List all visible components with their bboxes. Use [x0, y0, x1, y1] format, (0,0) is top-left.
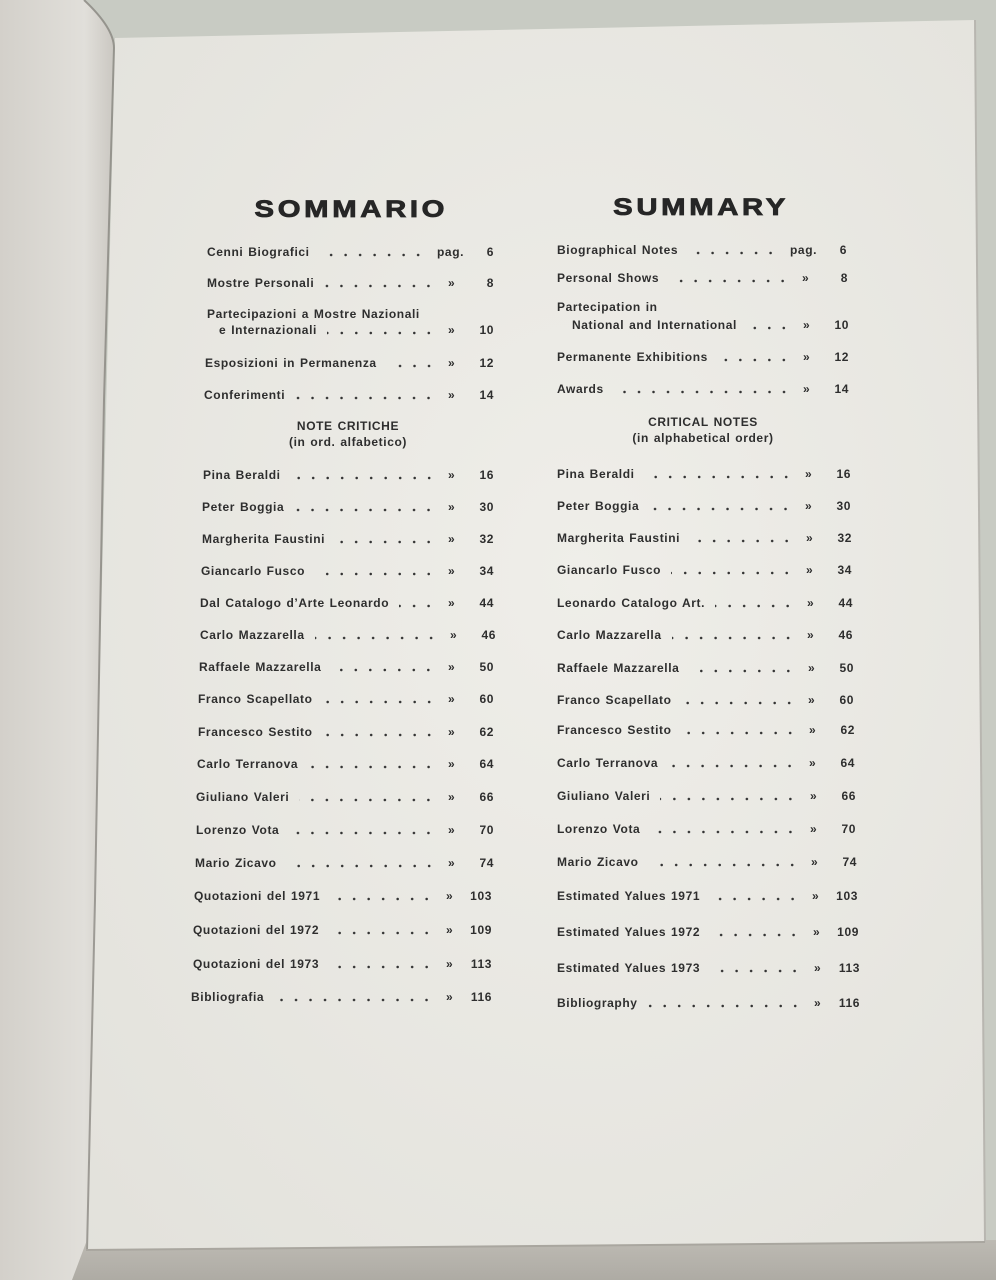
- page-number: 34: [837, 563, 852, 577]
- page-marker: »: [811, 855, 819, 869]
- page-marker: »: [448, 660, 456, 674]
- dot-leader: [690, 529, 794, 547]
- page-marker: »: [809, 723, 817, 737]
- dot-leader: [330, 887, 434, 905]
- dot-leader: [682, 691, 796, 709]
- dot-leader: [682, 721, 797, 739]
- dot-leader: [649, 853, 799, 871]
- dot-leader: [672, 626, 795, 644]
- toc-entry: [557, 820, 856, 838]
- toc-entry: [193, 955, 492, 973]
- page-number: 12: [479, 356, 494, 370]
- entry-title: Margherita Faustini: [557, 531, 681, 545]
- toc-entry: [557, 754, 855, 772]
- page-number: 60: [479, 692, 494, 706]
- toc-entry: [207, 274, 494, 292]
- toc-entry: [200, 626, 496, 644]
- dot-leader: [327, 321, 436, 339]
- page-number: 66: [479, 790, 494, 804]
- dot-leader: [747, 316, 791, 334]
- page-marker: »: [807, 628, 815, 642]
- entry-title: Estimated Yalues 1973: [557, 961, 701, 975]
- entry-title: Francesco Sestito: [198, 725, 313, 739]
- dot-leader: [294, 498, 436, 516]
- dot-leader: [324, 274, 436, 292]
- toc-entry: [198, 723, 494, 741]
- toc-entry: [557, 691, 854, 709]
- page-marker: »: [805, 467, 813, 481]
- toc-entry: [219, 321, 494, 339]
- dot-leader: [710, 923, 801, 941]
- dot-leader: [329, 921, 434, 939]
- dot-leader: [399, 594, 436, 612]
- page-marker: »: [808, 693, 816, 707]
- entry-title: Giancarlo Fusco: [201, 564, 306, 578]
- entry-title: Estimated Yalues 1972: [557, 925, 701, 939]
- toc-entry: [202, 498, 494, 516]
- page-marker: »: [814, 996, 822, 1010]
- toc-entry: [202, 530, 494, 548]
- dot-leader: [671, 561, 794, 579]
- dot-leader: [688, 241, 778, 259]
- dot-leader: [710, 959, 802, 977]
- notes-heading: CRITICAL NOTES: [648, 415, 758, 429]
- toc-entry: [199, 658, 494, 676]
- page-marker: »: [446, 889, 454, 903]
- entry-title-line2: e Internazionali: [219, 323, 317, 337]
- entry-title: Conferimenti: [204, 388, 286, 402]
- page-marker: »: [810, 822, 818, 836]
- entry-title: Giuliano Valeri: [557, 789, 651, 803]
- dot-leader: [289, 821, 436, 839]
- entry-title: Carlo Terranova: [557, 756, 659, 770]
- entry-title: Quotazioni del 1972: [193, 923, 320, 937]
- dot-leader: [329, 955, 434, 973]
- page-marker: »: [450, 628, 458, 642]
- page-number: 74: [842, 855, 857, 869]
- toc-entry: [557, 497, 851, 515]
- page-marker: pag.: [790, 243, 818, 257]
- toc-entry: [201, 562, 494, 580]
- summary-column: [545, 188, 870, 1023]
- entry-title: Cenni Biografici: [207, 245, 310, 259]
- page-number: 66: [841, 789, 856, 803]
- entry-title: Bibliography: [557, 996, 638, 1010]
- entry-title: Bibliografia: [191, 990, 265, 1004]
- page-number: 30: [836, 499, 851, 513]
- page-number: 62: [479, 725, 494, 739]
- page-number: 32: [479, 532, 494, 546]
- entry-title-line1: Partecipazioni a Mostre Nazionali: [207, 307, 420, 321]
- dot-leader: [308, 755, 436, 773]
- entry-title: Raffaele Mazzarella: [199, 660, 322, 674]
- page-marker: »: [448, 790, 456, 804]
- entry-title: Mario Zicavo: [557, 855, 639, 869]
- page-marker: »: [448, 468, 456, 482]
- entry-title: Esposizioni in Permanenza: [205, 356, 377, 370]
- page-marker: »: [448, 356, 456, 370]
- toc-entry: [557, 994, 860, 1012]
- page-number: 62: [840, 723, 855, 737]
- page-marker: »: [802, 271, 810, 285]
- page-number: 6: [839, 243, 847, 257]
- entry-title: Biographical Notes: [557, 243, 679, 257]
- page-number: 70: [841, 822, 856, 836]
- page-number: 16: [479, 468, 494, 482]
- entry-title: Mario Zicavo: [195, 856, 277, 870]
- page-marker: »: [448, 500, 456, 514]
- page-number: 16: [836, 467, 851, 481]
- page-marker: »: [813, 925, 821, 939]
- entry-title: Awards: [557, 382, 604, 396]
- dot-leader: [274, 988, 434, 1006]
- page-marker: »: [810, 789, 818, 803]
- toc-entry: [207, 243, 494, 261]
- toc-entry: [195, 854, 494, 872]
- page-marker: »: [448, 276, 456, 290]
- toc-entry: [200, 594, 494, 612]
- toc-entry: [193, 921, 492, 939]
- page-number: 30: [479, 500, 494, 514]
- dot-leader: [649, 497, 793, 515]
- entry-title: Pina Beraldi: [203, 468, 281, 482]
- entry-title: Quotazioni del 1971: [194, 889, 321, 903]
- sommario-column: [185, 190, 505, 1020]
- page-number: 8: [486, 276, 494, 290]
- toc-entry: [557, 529, 852, 547]
- toc-entry: [557, 853, 857, 871]
- page-number: 50: [479, 660, 494, 674]
- toc-entry: [557, 465, 851, 483]
- dot-leader: [320, 243, 425, 261]
- toc-entry: [572, 316, 849, 334]
- dot-leader: [715, 594, 795, 612]
- entry-title: Permanente Exhibitions: [557, 350, 708, 364]
- entry-title: Franco Scapellato: [557, 693, 672, 707]
- dot-leader: [718, 348, 791, 366]
- page-marker: »: [808, 661, 816, 675]
- entry-title: Giancarlo Fusco: [557, 563, 662, 577]
- page-marker: »: [446, 923, 454, 937]
- dot-leader: [614, 380, 791, 398]
- entry-title: Lorenzo Vota: [557, 822, 641, 836]
- page-marker: »: [803, 350, 811, 364]
- toc-entry: [194, 887, 492, 905]
- toc-entry: [557, 241, 847, 259]
- entry-title: Francesco Sestito: [557, 723, 672, 737]
- page-number: 116: [470, 990, 492, 1004]
- page-number: 109: [837, 925, 859, 939]
- entry-title: Franco Scapellato: [198, 692, 313, 706]
- dot-leader: [645, 465, 793, 483]
- page-number: 113: [470, 957, 492, 971]
- toc-entry: [557, 959, 860, 977]
- entry-title: Lorenzo Vota: [196, 823, 280, 837]
- dot-leader: [295, 386, 436, 404]
- entry-title: Giuliano Valeri: [196, 790, 290, 804]
- dot-leader: [689, 659, 796, 677]
- toc-entry: [196, 821, 494, 839]
- toc-entry: [198, 690, 494, 708]
- page-number: 50: [839, 661, 854, 675]
- entry-title: Personal Shows: [557, 271, 660, 285]
- page-marker: »: [809, 756, 817, 770]
- page-marker: »: [805, 499, 813, 513]
- page-marker: »: [446, 990, 454, 1004]
- dot-leader: [387, 354, 436, 372]
- notes-heading: NOTE CRITICHE: [296, 419, 400, 433]
- page-number: 103: [836, 889, 858, 903]
- page-marker: »: [807, 596, 815, 610]
- page-marker: »: [814, 961, 822, 975]
- page-number: 14: [479, 388, 494, 402]
- page-marker: »: [448, 388, 456, 402]
- entry-title: Raffaele Mazzarella: [557, 661, 680, 675]
- dot-leader: [291, 466, 436, 484]
- page-number: 113: [838, 961, 860, 975]
- page-marker: »: [448, 757, 456, 771]
- entry-title: Dal Catalogo d’Arte Leonardo: [200, 596, 390, 610]
- page-marker: »: [448, 725, 456, 739]
- page-number: 12: [834, 350, 849, 364]
- dot-leader: [287, 854, 436, 872]
- page-number: 74: [479, 856, 494, 870]
- entry-title: Margherita Faustini: [202, 532, 326, 546]
- toc-entry: [557, 923, 859, 941]
- page-number: 64: [840, 756, 855, 770]
- entry-title: Peter Boggia: [557, 499, 640, 513]
- entry-title: Leonardo Catalogo Art.: [557, 596, 706, 610]
- page-number: 64: [479, 757, 494, 771]
- page-number: 46: [838, 628, 853, 642]
- dot-leader: [335, 530, 436, 548]
- toc-entry: [557, 561, 852, 579]
- toc-entry: [196, 788, 494, 806]
- toc-entry: [191, 988, 492, 1006]
- dot-leader: [648, 994, 802, 1012]
- toc-entry: [557, 787, 856, 805]
- page-number: 116: [838, 996, 860, 1010]
- page-number: 6: [486, 245, 494, 259]
- entry-title-line1: Partecipation in: [557, 300, 658, 314]
- entry-title: Carlo Terranova: [197, 757, 299, 771]
- page-marker: »: [806, 563, 814, 577]
- dot-leader: [660, 787, 798, 805]
- entry-title: Pina Beraldi: [557, 467, 635, 481]
- dot-leader: [331, 658, 436, 676]
- toc-entry: [557, 721, 855, 739]
- toc-entry: [557, 659, 854, 677]
- page-marker: »: [446, 957, 454, 971]
- dot-leader: [299, 788, 436, 806]
- toc-entry: [203, 466, 494, 484]
- page-number: 8: [840, 271, 848, 285]
- page-number: 70: [479, 823, 494, 837]
- entry-title: Carlo Mazzarella: [557, 628, 662, 642]
- toc-entry: [557, 348, 849, 366]
- toc-entry: [197, 755, 494, 773]
- page-marker: »: [448, 596, 456, 610]
- summary-title: SUMMARY: [613, 194, 789, 221]
- toc-entry: [557, 594, 853, 612]
- page-number: 103: [470, 889, 492, 903]
- notes-subheading: (in ord. alfabetico): [288, 435, 407, 449]
- notes-subheading: (in alphabetical order): [632, 431, 774, 445]
- page-number: 109: [470, 923, 492, 937]
- page-marker: »: [448, 323, 456, 337]
- page-marker: »: [803, 318, 811, 332]
- toc-entry: [557, 887, 858, 905]
- toc-entry: [557, 380, 849, 398]
- page-number: 34: [479, 564, 494, 578]
- page-marker: »: [448, 692, 456, 706]
- page-number: 46: [481, 628, 496, 642]
- entry-title: Estimated Yalues 1971: [557, 889, 701, 903]
- entry-title-line2: National and International: [572, 318, 737, 332]
- page-marker: »: [803, 382, 811, 396]
- entry-title: Mostre Personali: [207, 276, 315, 290]
- page-marker: »: [448, 532, 456, 546]
- entry-title: Carlo Mazzarella: [200, 628, 305, 642]
- dot-leader: [710, 887, 800, 905]
- page-number: 10: [834, 318, 849, 332]
- toc-entry: [204, 386, 494, 404]
- page-marker: »: [806, 531, 814, 545]
- page-number: 32: [837, 531, 852, 545]
- toc-entry: [557, 269, 848, 287]
- toc-entry: [557, 626, 853, 644]
- toc-entry: [205, 354, 494, 372]
- dot-leader: [315, 626, 438, 644]
- page-marker: »: [812, 889, 820, 903]
- entry-title: Peter Boggia: [202, 500, 285, 514]
- page-number: 44: [479, 596, 494, 610]
- dot-leader: [323, 690, 436, 708]
- page-number: 14: [834, 382, 849, 396]
- dot-leader: [323, 723, 436, 741]
- page-marker: »: [448, 564, 456, 578]
- entry-title: Quotazioni del 1973: [193, 957, 320, 971]
- page-number: 60: [839, 693, 854, 707]
- dot-leader: [669, 269, 790, 287]
- page-marker: pag.: [437, 245, 465, 259]
- page-marker: »: [448, 856, 456, 870]
- dot-leader: [650, 820, 798, 838]
- sommario-title: SOMMARIO: [254, 196, 448, 223]
- page-number: 10: [479, 323, 494, 337]
- dot-leader: [668, 754, 797, 772]
- page-marker: »: [448, 823, 456, 837]
- dot-leader: [315, 562, 436, 580]
- page-number: 44: [838, 596, 853, 610]
